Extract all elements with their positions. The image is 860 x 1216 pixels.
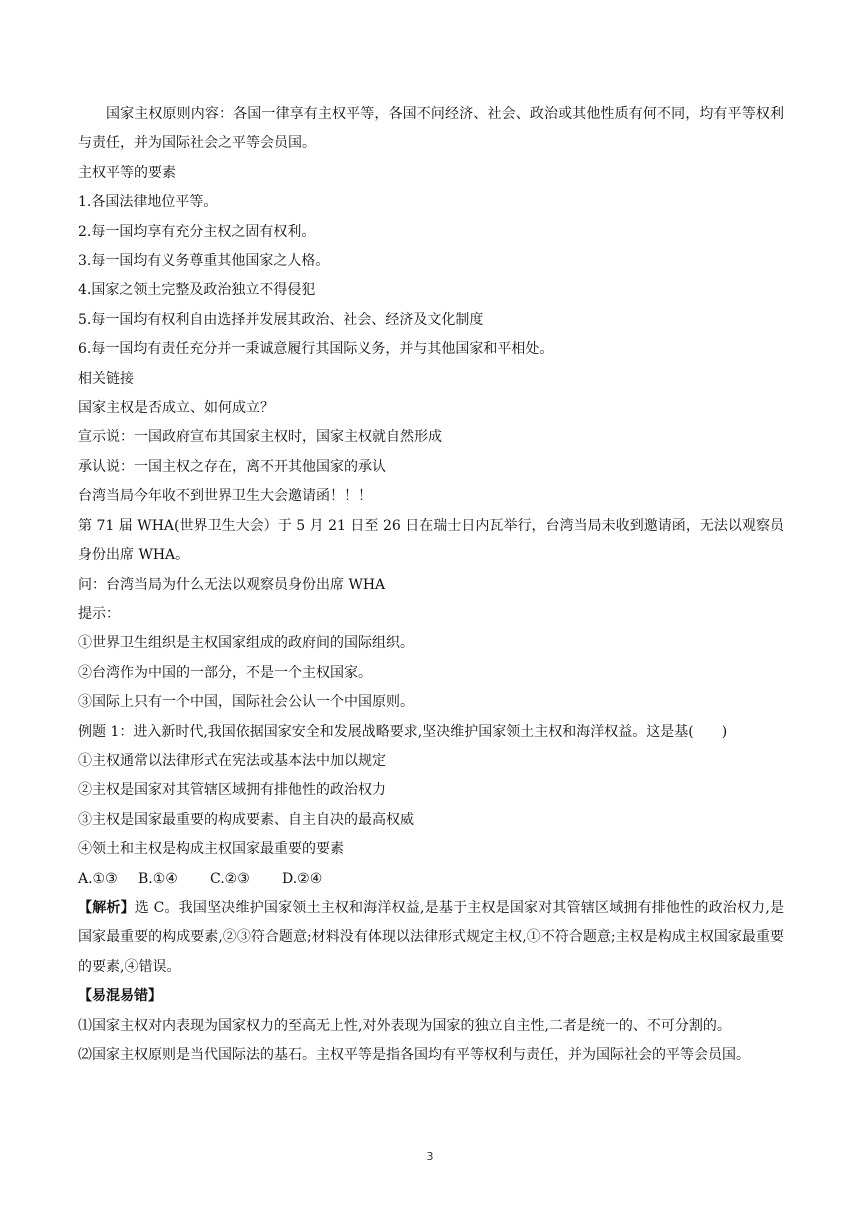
taiwan-headline: 台湾当局今年收不到世界卫生大会邀请函！！！ (78, 488, 372, 505)
element-item-5: 5.每一国均有权利自由选择并发展其政治、社会、经济及文化制度 (78, 311, 484, 328)
example-statement-1: ①主权通常以法律形式在宪法或基本法中加以规定 (78, 752, 386, 769)
hint-item-3: ③国际上只有一个中国，国际社会公认一个中国原则。 (78, 694, 414, 711)
analysis-label: 【解析】 (78, 899, 135, 916)
answer-options (78, 865, 784, 894)
declaratory-theory: 宣示说：一国政府宣布其国家主权时，国家主权就自然形成 (78, 429, 442, 446)
example-stem: 例题 1：进入新时代,我国依据国家安全和发展战略要求,坚决维护国家领土主权和海洋权益。这是基( ) (78, 723, 728, 740)
taiwan-question: 问：台湾当局为什么无法以观察员身份出席 WHA (78, 576, 386, 593)
confusion-point-2: ⑵国家主权原则是当代国际法的基石。主权平等是指各国均有平等权利与责任，并为国际社会的平等会员国。 (78, 1047, 750, 1063)
element-item-2: 2.每一国均享有充分主权之固有权利。 (78, 223, 316, 240)
analysis-paragraph (78, 894, 784, 982)
constitutive-theory: 承认说：一国主权之存在，离不开其他国家的承认 (78, 458, 386, 475)
example-statement-2: ②主权是国家对其管辖区域拥有排他性的政治权力 (78, 782, 386, 799)
page-number: 3 (426, 1150, 434, 1163)
option-c: C.②③ (210, 870, 250, 887)
intro-paragraph: 国家主权原则内容：各国一律享有主权平等，各国不问经济、社会、政治或其他性质有何不同，均有平等权利与责任，并为国际社会之平等会员国。 (78, 106, 784, 152)
hint-item-1: ①世界卫生组织是主权国家组成的政府间的国际组织。 (78, 635, 414, 652)
element-item-3: 3.每一国均有义务尊重其他国家之人格。 (78, 253, 330, 270)
document-page (78, 100, 784, 1070)
option-a: A.①③ (78, 870, 118, 887)
element-item-6: 6.每一国均有责任充分并一秉诚意履行其国际义务，并与其他国家和平相处。 (78, 341, 554, 358)
element-item-4: 4.国家之领土完整及政治独立不得侵犯 (78, 282, 316, 299)
hint-item-2: ②台湾作为中国的一部分，不是一个主权国家。 (78, 664, 372, 681)
example-statement-4: ④领土和主权是构成主权国家最重要的要素 (78, 841, 344, 858)
option-d: D.②④ (282, 870, 323, 887)
confusion-label: 【易混易错】 (78, 988, 162, 1005)
links-title: 相关链接 (78, 370, 134, 387)
elements-title: 主权平等的要素 (78, 164, 176, 181)
option-b: B.①④ (138, 870, 178, 887)
confusion-point-1: ⑴国家主权对内表现为国家权力的至高无上性,对外表现为国家的独立自主性,二者是统一的、不可分割的。 (78, 1017, 731, 1034)
element-item-1: 1.各国法律地位平等。 (78, 194, 218, 211)
links-question: 国家主权是否成立、如何成立？ (78, 400, 274, 417)
taiwan-paragraph: 第 71 届 WHA(世界卫生大会）于 5 月 21 日至 26 日在瑞士日内瓦举行，台湾当局未收到邀请函，无法以观察员身份出席 WHA。 (78, 517, 784, 564)
hint-label: 提示： (78, 605, 120, 622)
analysis-text: 选 C。我国坚决维护国家领土主权和海洋权益,是基于主权是国家对其管辖区域拥有排他性的政治权力,是国家最重要的构成要素,②③符合题意;材料没有体现以法律形式规定主权,①不符合题意;主权是构成主权国家最重要的要素,④错误。 (78, 899, 784, 975)
example-statement-3: ③主权是国家最重要的构成要素、自主自决的最高权威 (78, 811, 414, 828)
